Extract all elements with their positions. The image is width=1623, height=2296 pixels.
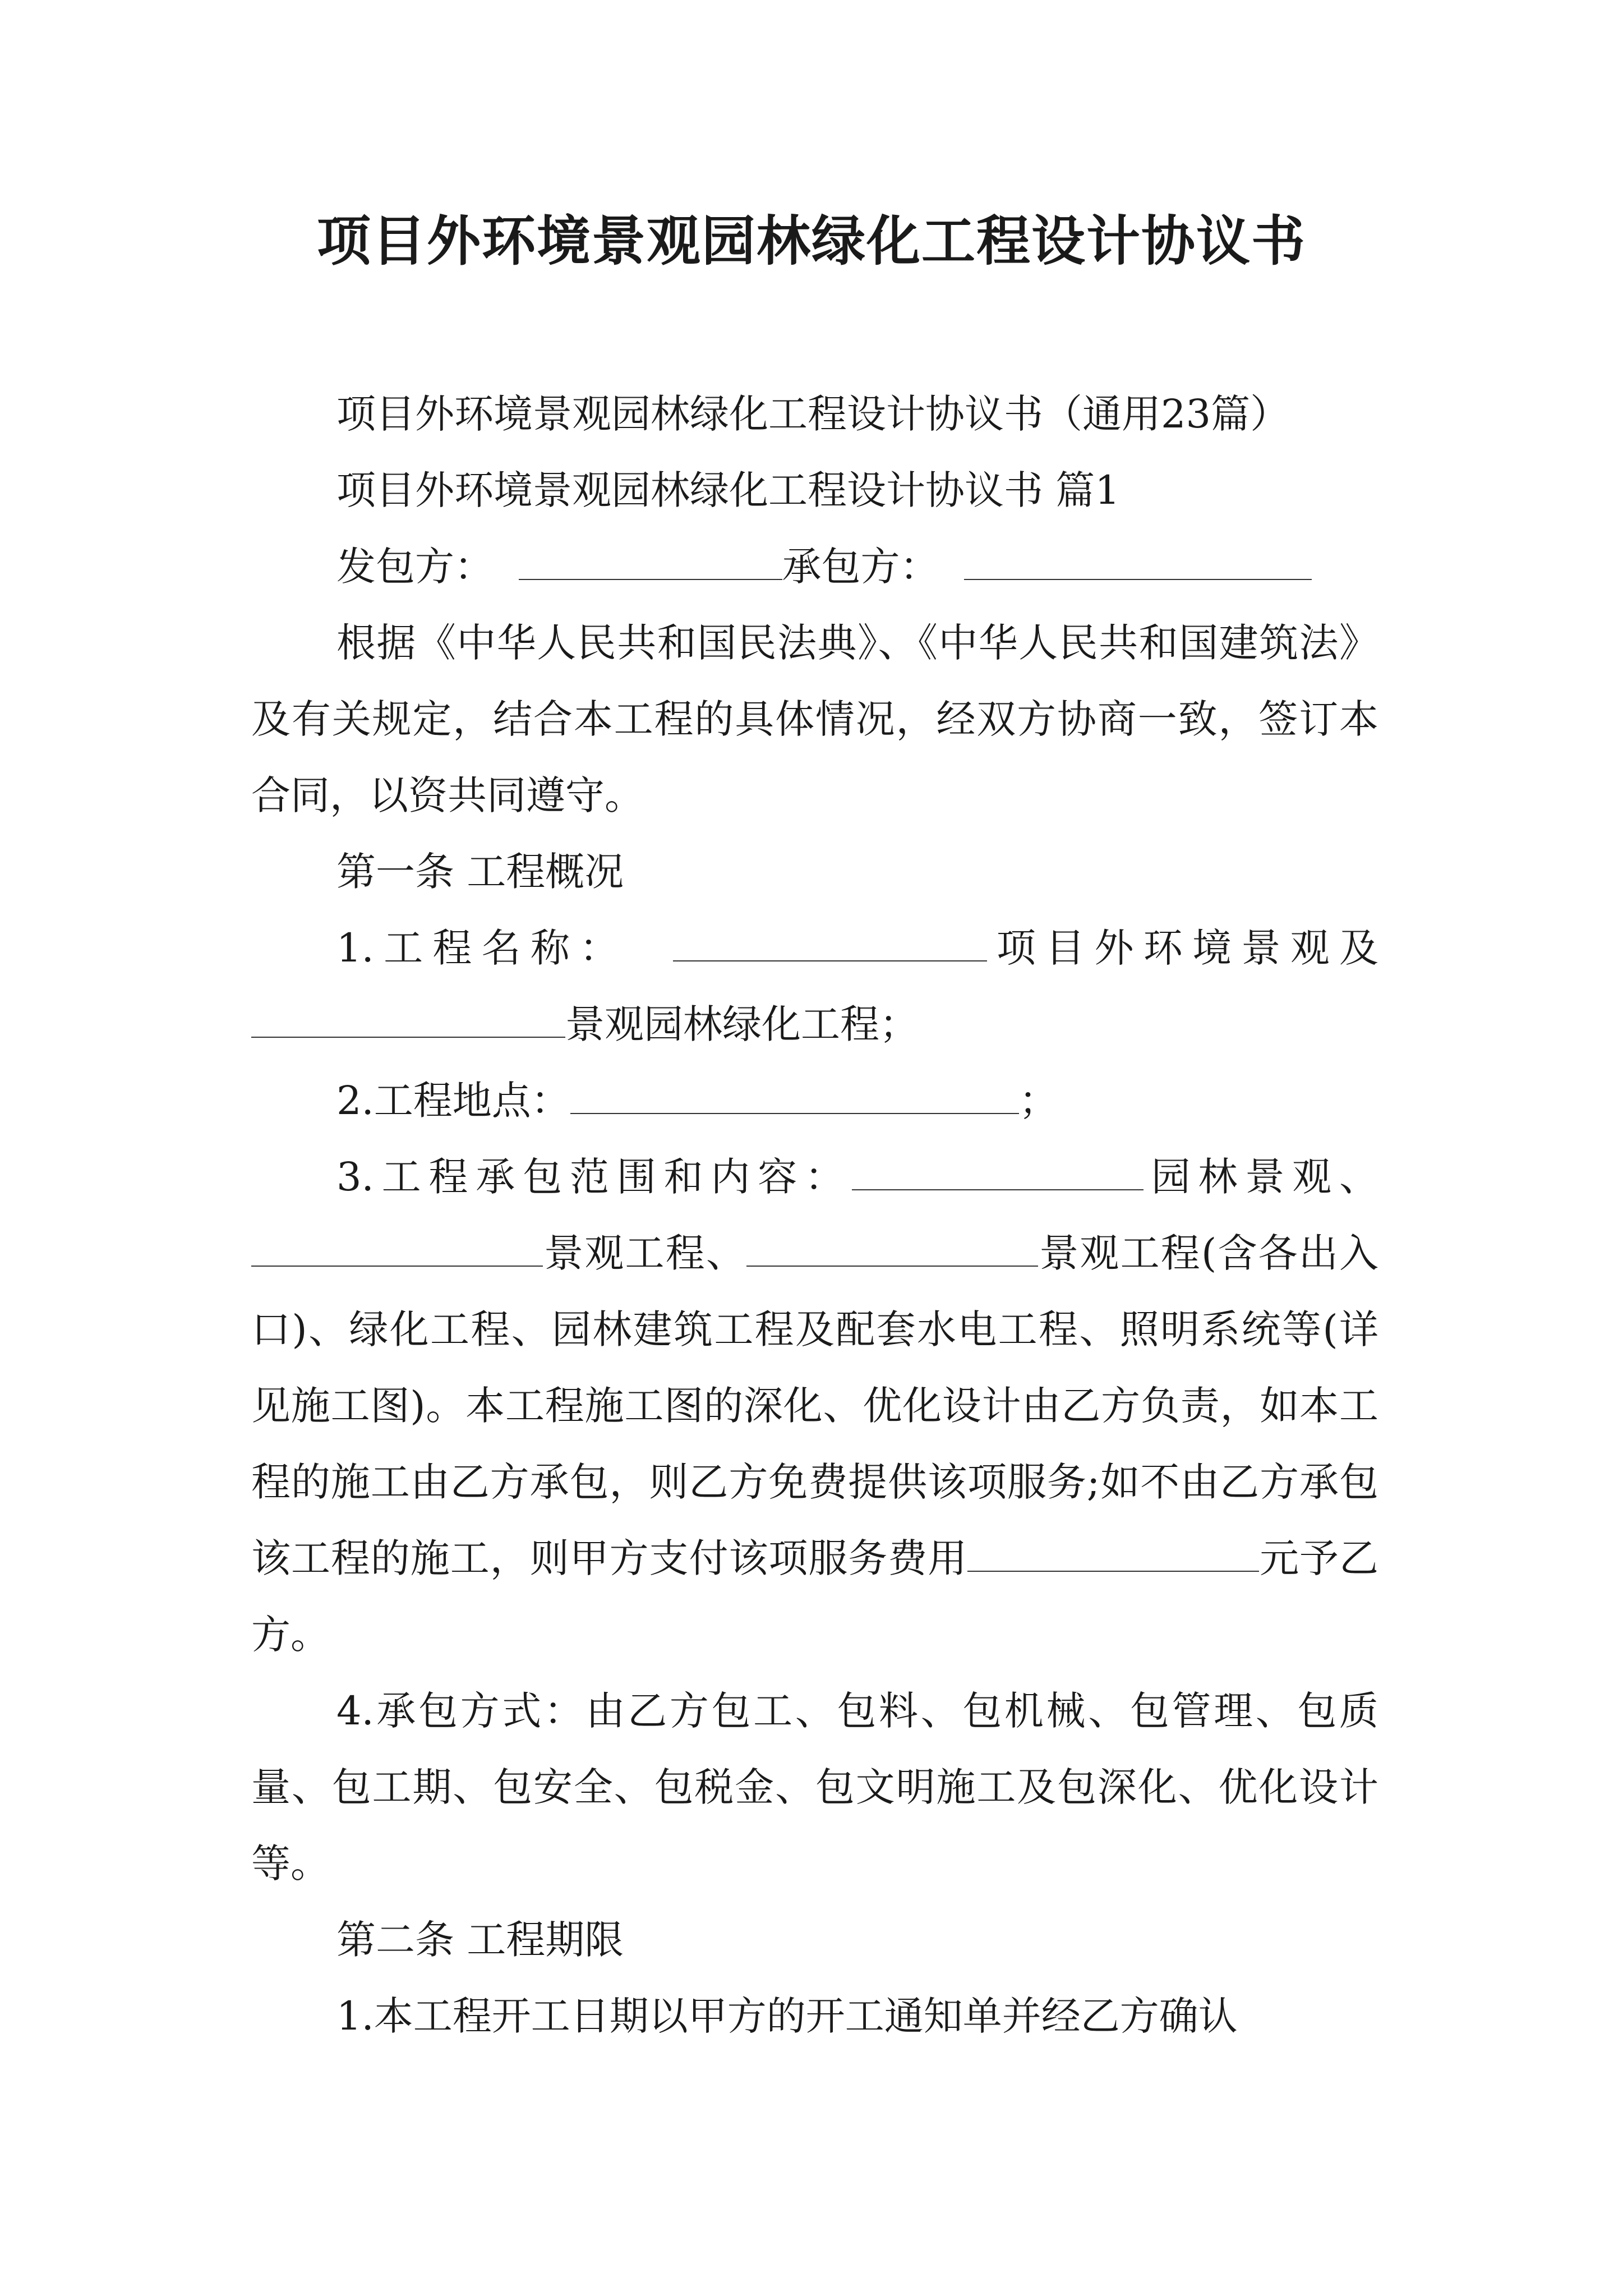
document-title: 项目外环境景观园林绿化工程设计协议书 (317, 210, 1306, 273)
item-2-end: ； (1018, 1078, 1058, 1124)
chapter-heading: 项目外环境景观园林绿化工程设计协议书 篇1 (336, 467, 1120, 513)
article-1-item-2 (251, 1062, 1378, 1139)
party-a-blank (519, 540, 782, 580)
item-2-blank (570, 1074, 1019, 1114)
item-1-mid: 项目外环境景观及 (986, 925, 1378, 971)
intro-paragraph: 根据《中华人民共和国民法典》、《中华人民共和国建筑法》及有关规定，结合本工程的具体情况，经双方协商一致，签订本合同，以资共同遵守。 (251, 620, 1378, 818)
party-b-blank (964, 540, 1312, 580)
item-3-c: 景观工程(含各出入口)、绿化工程、园林建筑工程及配套水电工程、照明系统等(详见施工图)。本工程施工图的深化、优化设计由乙方负责，如本工程的施工由乙方承包，则乙方免费提供该项服务;如不由乙方承包该工程的施工，则甲方支付该项服务费用 (251, 1230, 1378, 1581)
item-2-label: 2.工程地点： (336, 1078, 570, 1124)
item-3-d: 元予乙方。 (251, 1535, 1379, 1658)
party-b-label: 承包方： (782, 544, 939, 590)
item-1-blank-b (251, 997, 565, 1038)
item-3-a: 园林景观、 (1143, 1154, 1379, 1200)
document-subtitle: 项目外环境景观园林绿化工程设计协议书（通用23篇） (336, 391, 1290, 437)
item-1-blank-a (673, 921, 987, 961)
article-1-heading: 第一条 工程概况 (336, 849, 624, 895)
item-3-blank-b (251, 1226, 543, 1267)
article-1-item-3 (251, 1139, 1378, 1673)
article-1-item-1 (251, 910, 1378, 1062)
article-2-heading: 第二条 工程期限 (336, 1917, 624, 1963)
item-1-end: 景观园林绿化工程； (565, 1001, 919, 1047)
item-3-blank-a (852, 1150, 1144, 1190)
parties-line (251, 528, 1378, 605)
item-3-label: 3.工程承包范围和内容： (336, 1154, 852, 1200)
item-3-blank-d (967, 1531, 1259, 1572)
article-2-item-1: 1.本工程开工日期以甲方的开工通知单并经乙方确认 (336, 1993, 1238, 2039)
item-3-blank-c (746, 1226, 1038, 1267)
party-a-label: 发包方： (336, 544, 494, 590)
item-1-label: 1.工程名称： (336, 925, 629, 971)
article-1-item-4: 4.承包方式：由乙方包工、包料、包机械、包管理、包质量、包工期、包安全、包税金、包文明施工及包深化、优化设计等。 (251, 1688, 1378, 1887)
document-body (251, 376, 1378, 2054)
item-3-b: 景观工程、 (543, 1230, 747, 1276)
